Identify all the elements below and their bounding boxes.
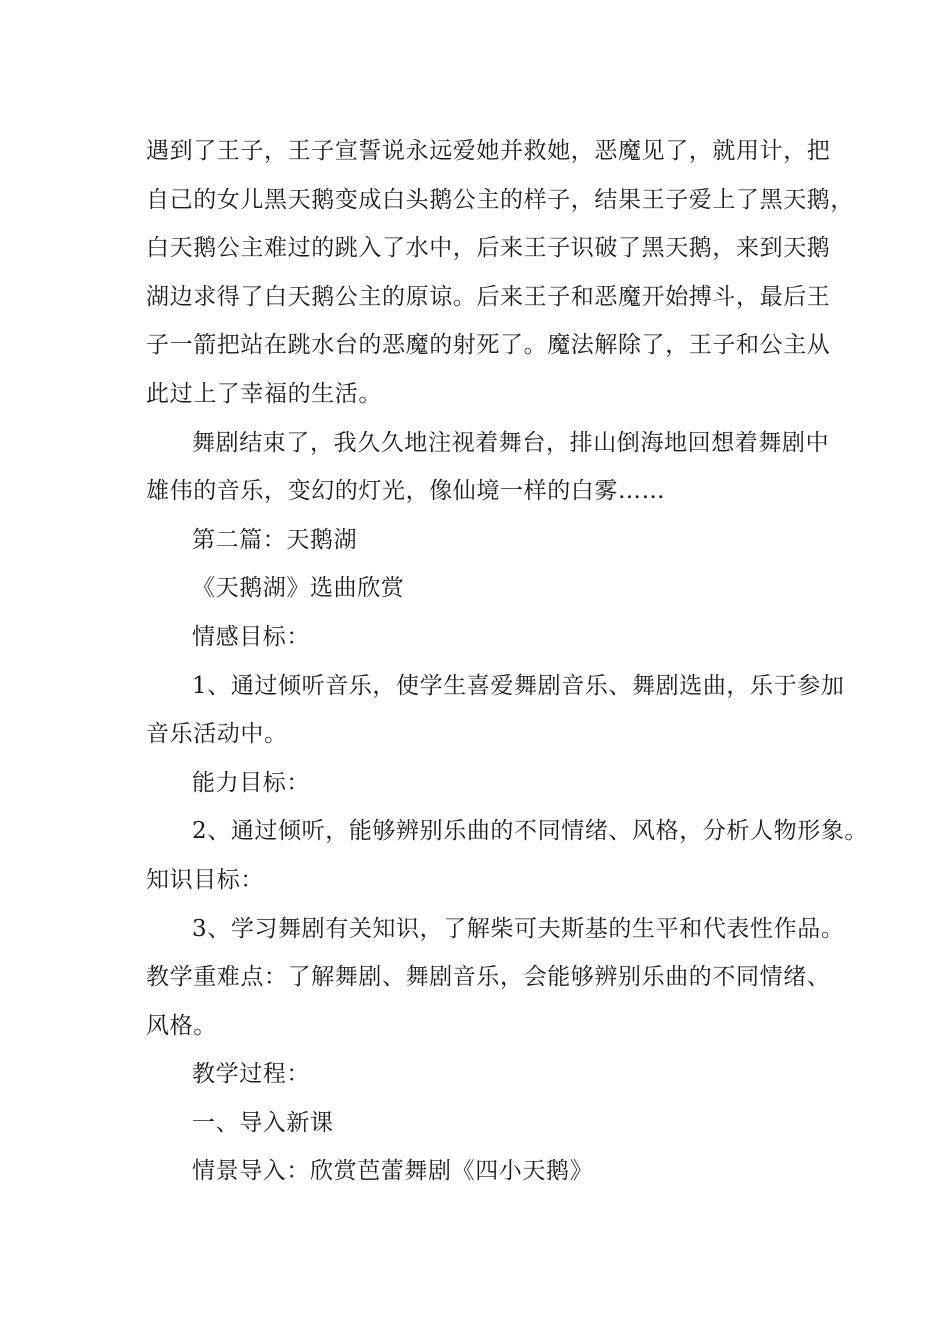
section-heading: 第二篇：天鹅湖 (192, 526, 358, 553)
text-line-5: 子一箭把站在跳水台的恶魔的射死了。魔法解除了，王子和公主从 (146, 332, 831, 359)
text-line-6: 此过上了幸福的生活。 (146, 380, 382, 407)
text-line-7: 舞剧结束了，我久久地注视着舞台，排山倒海地回想着舞剧中 (192, 429, 830, 456)
text-line-3: 白天鹅公主难过的跳入了水中，后来王子识破了黑天鹅，来到天鹅 (146, 235, 831, 262)
text-line-13: 音乐活动中。 (146, 721, 288, 748)
text-line-1: 遇到了王子，王子宣誓说永远爱她并救她，恶魔见了，就用计，把 (146, 138, 831, 164)
lesson-title: 《天鹅湖》选曲欣赏 (192, 575, 405, 602)
text-line-18: 教学重难点：了解舞剧、舞剧音乐，会能够辨别乐曲的不同情绪、 (146, 964, 831, 991)
heading-ability-goal: 能力目标： (192, 769, 310, 796)
heading-intro: 一、导入新课 (192, 1109, 334, 1136)
heading-knowledge-goal: 知识目标： (146, 866, 264, 893)
text-line-15: 2、通过倾听，能够辨别乐曲的不同情绪、风格，分析人物形象。 (192, 818, 869, 845)
text-line-12: 1、通过倾听音乐，使学生喜爱舞剧音乐、舞剧选曲，乐于参加 (192, 672, 845, 699)
heading-teaching-process: 教学过程： (192, 1061, 310, 1088)
heading-emotion-goal: 情感目标： (192, 623, 310, 650)
text-line-22: 情景导入：欣赏芭蕾舞剧《四小天鹅》 (192, 1158, 594, 1185)
document-body (146, 127, 869, 1196)
text-line-17: 3、学习舞剧有关知识，了解柴可夫斯基的生平和代表性作品。 (192, 915, 845, 942)
text-line-8: 雄伟的音乐，变幻的灯光，像仙境一样的白雾…… (146, 478, 666, 505)
text-line-2: 自己的女儿黑天鹅变成白头鹅公主的样子，结果王子爱上了黑天鹅， (146, 186, 854, 213)
text-line-4: 湖边求得了白天鹅公主的原谅。后来王子和恶魔开始搏斗，最后王 (146, 283, 831, 310)
text-line-19: 风格。 (146, 1012, 217, 1039)
